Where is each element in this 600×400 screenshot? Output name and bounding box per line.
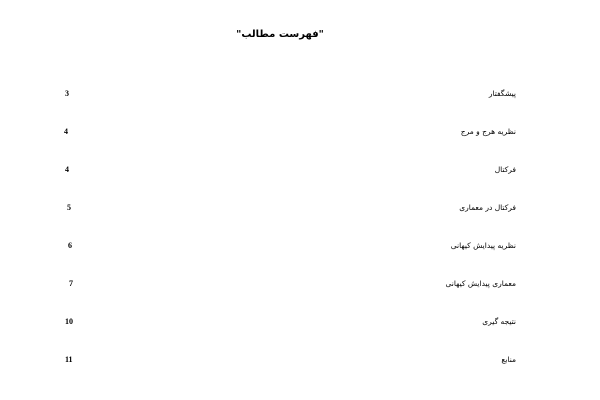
toc-entry [0, 89, 600, 103]
toc-entry-label: فرکتال [494, 165, 516, 174]
toc-entry [0, 241, 600, 255]
toc-entry-page-number: 4 [65, 165, 69, 174]
toc-entry-label: نظریه پیدایش کیهانی [450, 241, 516, 250]
toc-entry-page-number: 10 [65, 317, 73, 326]
toc-entry-label: فرکتال در معماری [459, 203, 516, 212]
toc-entry-label: منابع [501, 355, 516, 364]
toc-entry [0, 127, 600, 141]
toc-entry-label: نتیجه گیری [482, 317, 516, 326]
toc-entry-label: معماری پیدایش کیهانی [445, 279, 516, 288]
toc-entry-page-number: 6 [68, 241, 72, 250]
toc-entry [0, 165, 600, 179]
toc-title: "فهرست مطالب" [236, 29, 324, 40]
toc-entry [0, 279, 600, 293]
toc-entry [0, 355, 600, 369]
toc-entry [0, 203, 600, 217]
toc-entry-page-number: 11 [65, 355, 73, 364]
toc-entry-page-number: 4 [64, 127, 68, 136]
toc-entry-page-number: 7 [69, 279, 73, 288]
toc-entry-label: پیشگفتار [488, 89, 516, 98]
toc-entry [0, 317, 600, 331]
toc-entry-page-number: 3 [65, 89, 69, 98]
toc-entry-page-number: 5 [67, 203, 71, 212]
toc-entry-label: نظریه هرج و مرج [460, 127, 516, 136]
